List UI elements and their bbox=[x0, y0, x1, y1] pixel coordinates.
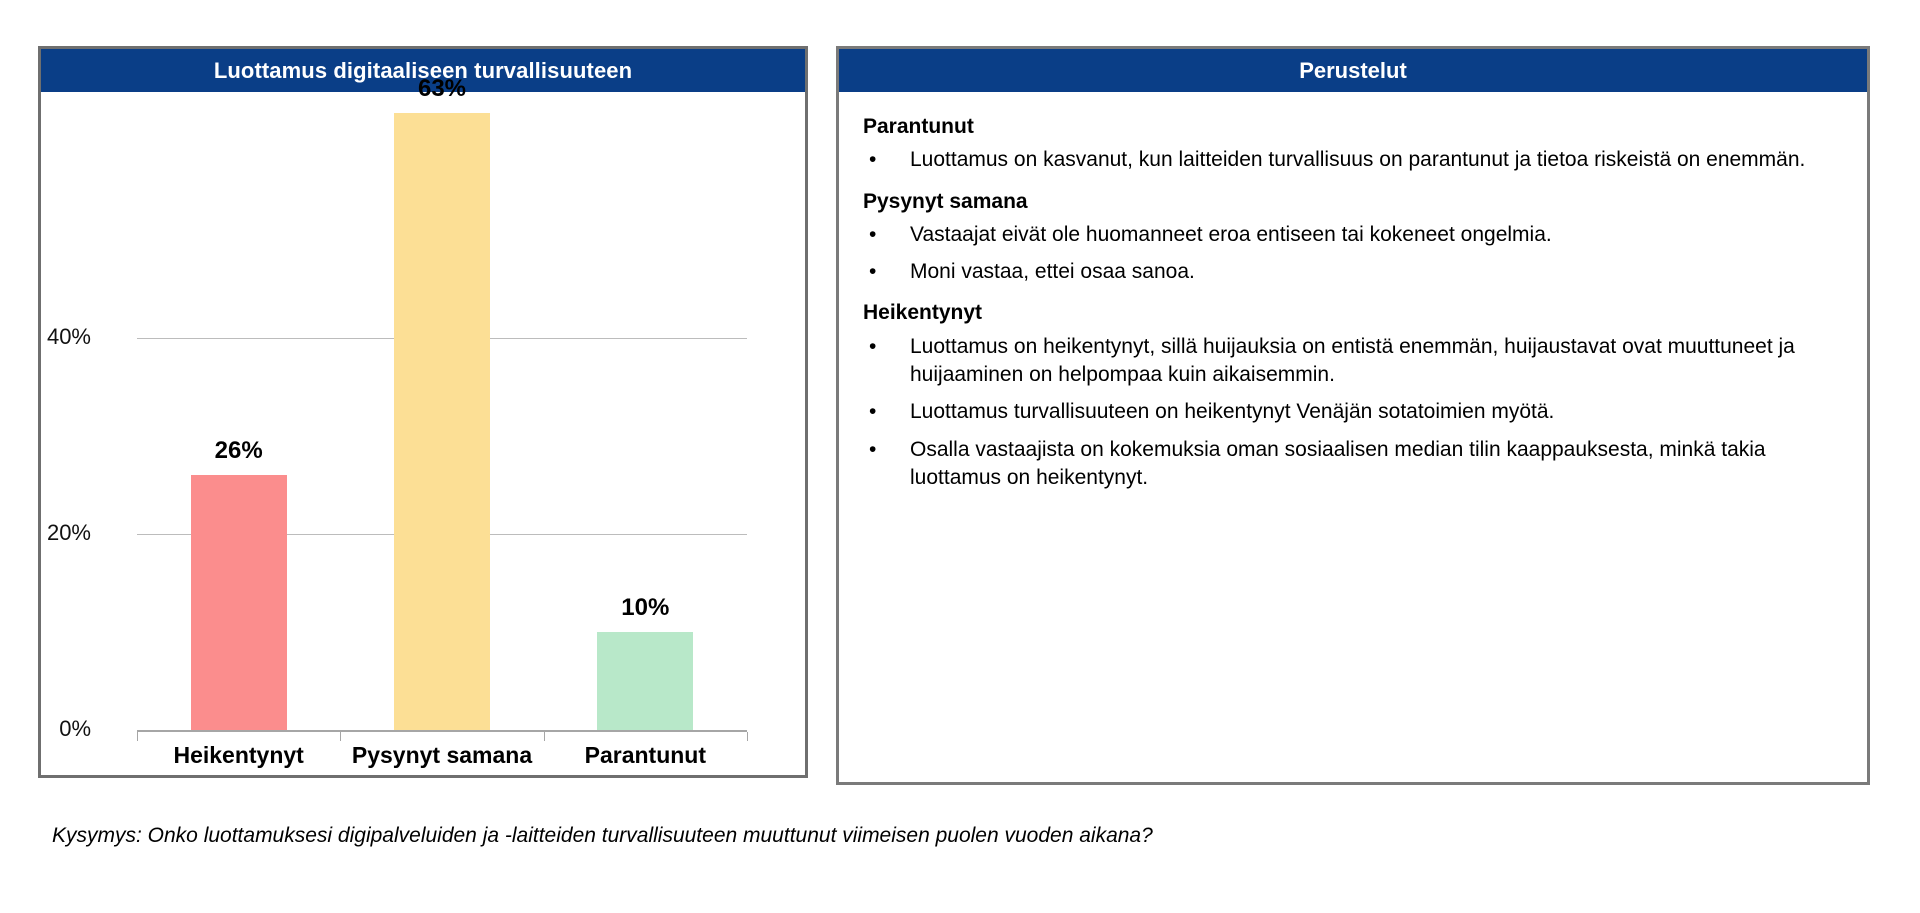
reason-bullet-item bbox=[863, 146, 1841, 174]
reason-bullet-item bbox=[863, 436, 1841, 493]
reasons-panel bbox=[836, 46, 1870, 785]
reason-bullet-text: Luottamus on heikentynyt, sillä huijauksia on entistä enemmän, huijaustavat ovat muuttuneet ja huijaaminen on helpompaa kuin aikaisemmin. bbox=[910, 334, 1795, 386]
chart-panel-title: Luottamus digitaaliseen turvallisuuteen bbox=[213, 57, 633, 83]
bullet-icon: • bbox=[869, 148, 877, 172]
y-axis-tick-label: 0% bbox=[59, 716, 91, 741]
reason-bullet-list bbox=[863, 221, 1841, 287]
reasons-content bbox=[839, 92, 1867, 782]
bullet-icon: • bbox=[869, 334, 877, 358]
reasons-panel-title-bar bbox=[839, 49, 1867, 92]
bullet-icon: • bbox=[869, 400, 877, 424]
x-axis-tick bbox=[340, 732, 341, 741]
x-axis-tick bbox=[137, 732, 138, 741]
reason-group bbox=[863, 114, 1841, 175]
reason-group bbox=[863, 189, 1841, 287]
bar-value-label-1: 26% bbox=[214, 437, 263, 465]
survey-question-caption: Kysymys: Onko luottamuksesi digipalveluiden ja -laitteiden turvallisuuteen muuttunut viimeisen puolen vuoden aikana? bbox=[52, 824, 1153, 847]
bar-chart bbox=[41, 74, 805, 778]
reason-bullet-text: Vastaajat eivät ole huomanneet eroa entiseen tai kokeneet ongelmia. bbox=[910, 222, 1552, 246]
reason-group bbox=[863, 300, 1841, 492]
reason-group-title: Heikentynyt bbox=[863, 301, 983, 325]
x-axis-line bbox=[137, 730, 747, 732]
bullet-icon: • bbox=[869, 437, 877, 461]
reason-bullet-item bbox=[863, 258, 1841, 286]
bar-value-label-3: 10% bbox=[621, 594, 670, 621]
reason-bullet-text: Osalla vastaajista on kokemuksia oman sosiaalisen median tilin kaappauksesta, minkä takia luottamus on heikentynyt. bbox=[910, 437, 1766, 489]
x-axis-tick bbox=[544, 732, 545, 741]
bar-2[interactable] bbox=[394, 113, 490, 730]
bar-1[interactable] bbox=[191, 475, 287, 730]
reason-bullet-text: Luottamus on kasvanut, kun laitteiden turvallisuus on parantunut ja tietoa riskeistä on enemmän. bbox=[910, 148, 1806, 172]
x-axis-category-label-2: Pysynyt samana bbox=[351, 742, 533, 768]
reason-bullet-list bbox=[863, 146, 1841, 174]
x-axis-tick bbox=[747, 732, 748, 741]
reason-bullet-text: Luottamus turvallisuuteen on heikentynyt Venäjän sotatoimien myötä. bbox=[910, 400, 1555, 424]
reason-bullet-text: Moni vastaa, ettei osaa sanoa. bbox=[910, 260, 1195, 284]
reason-bullet-list bbox=[863, 333, 1841, 493]
reasons-panel-title: Perustelut bbox=[1299, 57, 1407, 83]
reason-bullet-item bbox=[863, 333, 1841, 390]
reason-bullet-item bbox=[863, 221, 1841, 249]
reason-group-title: Parantunut bbox=[863, 115, 974, 138]
chart-panel bbox=[38, 46, 808, 778]
bar-3[interactable] bbox=[597, 632, 693, 730]
x-axis-category-label-3: Parantunut bbox=[584, 742, 707, 768]
y-axis-tick-label: 40% bbox=[46, 324, 91, 349]
bar-value-label-2: 63% bbox=[417, 74, 467, 102]
reason-group-title: Pysynyt samana bbox=[863, 189, 1028, 213]
bullet-icon: • bbox=[869, 260, 877, 284]
reason-bullet-item bbox=[863, 398, 1841, 426]
y-axis-tick-label: 20% bbox=[46, 520, 91, 545]
bullet-icon: • bbox=[869, 222, 877, 246]
x-axis-category-label-1: Heikentynyt bbox=[173, 742, 304, 768]
